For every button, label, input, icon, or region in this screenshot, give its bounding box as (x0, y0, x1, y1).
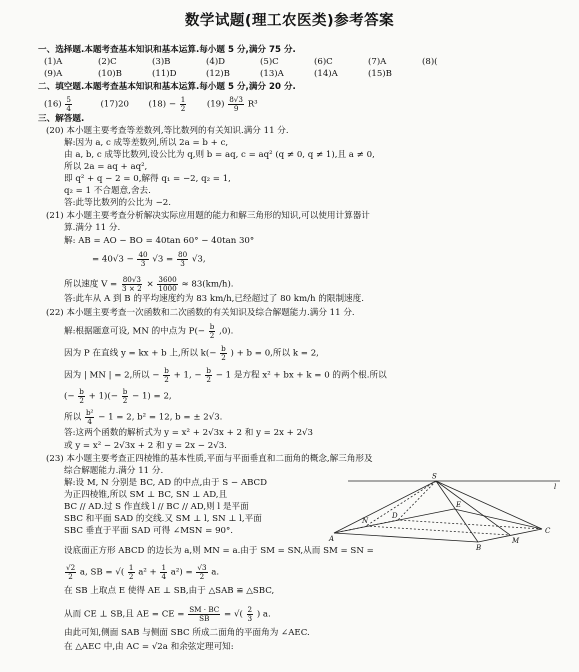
answer-19-fraction: $\frac{8√3}{9}$ (229, 95, 243, 113)
choice-answers-row2 (44, 69, 422, 80)
p20-line7: 答:此等比数列的公比为 −2. (64, 198, 171, 208)
p22-line8: 或 y = x² − 2√3x + 2 和 y = 2x − 2√3. (64, 441, 227, 451)
label-l: l (554, 483, 557, 491)
p20-line2: 解:因为 a, c 成等差数列,所以 2a = b + c, (64, 138, 229, 148)
label-D: D (392, 512, 398, 520)
edge-AB (334, 533, 478, 542)
p22-line2: 解:根据题意可设, MN 的中点为 P(− $\frac{b}{2}$ ,0). (64, 322, 234, 340)
p23-line3: 解:设 M, N 分别是 BC, AD 的中点,由于 S − ABCD (64, 478, 268, 488)
answer-4: (4)D (206, 57, 226, 67)
answer-19-tail: R³ (247, 99, 258, 110)
p22-line4: 因为 | MN | = 2,所以 − $\frac{b}{2}$ + 1, − $\frac{b}{2}$ − 1 是方程 x² + bx + k = 0 的两个根.所以 (64, 366, 387, 384)
section2-heading: 二、填空题.本题考查基本知识和基本运算.每小题 5 分,满分 20 分. (38, 82, 296, 92)
p21-line2: 算.满分 11 分. (64, 223, 121, 233)
section3-heading: 三、解答题. (38, 114, 85, 124)
p20-line4: 所以 2a = aq + aq², (64, 162, 148, 172)
segment-NM (366, 526, 510, 535)
p20-line5: 即 q² + q − 2 = 0,解得 q₁ = −2, q₂ = 1, (64, 174, 231, 184)
answer-12: (12)B (206, 69, 230, 79)
answer-5: (5)C (260, 57, 279, 67)
pyramid-figure (328, 472, 566, 552)
answer-17: (17)20 (100, 99, 130, 110)
answer-16-label: (16) (44, 99, 62, 110)
p23-line2: 综合解题能力.满分 11 分. (64, 466, 164, 476)
p21-line1: (21) 本小题主要考查分析解决实际应用题的能力和解三角形的知识,可以使用计算器计 (46, 211, 370, 221)
p23-line6: SBC 和平面 SAD 的交线.又 SM ⊥ l, SN ⊥ l,平面 (64, 514, 262, 524)
answer-15: (15)B (368, 69, 392, 79)
answer-11: (11)D (152, 69, 177, 79)
edge-SD (398, 481, 436, 520)
answer-8: (8)( (422, 57, 438, 67)
label-C: C (545, 527, 551, 535)
p23-line1: (23) 本小题主要考查正四棱锥的基本性质,平面与平面垂直和二面角的概念,解三角形及 (46, 454, 373, 464)
answer-6: (6)C (314, 57, 333, 67)
answer-1: (1)A (44, 57, 63, 67)
p21-line3: 解: AB = AO − BO = 40tan 60° − 40tan 30° (64, 236, 255, 246)
p23-line4: 为正四棱锥,所以 SM ⊥ BC, SN ⊥ AD,且 (64, 490, 228, 500)
label-E: E (456, 501, 462, 509)
fill-in-answers (44, 96, 258, 112)
answer-2: (2)C (98, 57, 117, 67)
p22-line3: 因为 P 在直线 y = kx + b 上,所以 k(− $\frac{b}{2}$ ) + b = 0,所以 k = 2, (64, 344, 319, 362)
edge-SC (436, 481, 542, 529)
p23-line5: BC // AD.过 S 作直线 l // BC // AD,则 l 是平面 (64, 502, 249, 512)
p23-line13: 在 △AEC 中,由 AC = √2a 和余弦定理可知: (64, 642, 234, 652)
p22-line7: 答:这两个函数的解析式为 y = x² + 2√3x + 2 和 y = 2x + 2√3 (64, 428, 313, 438)
answer-3: (3)B (152, 57, 171, 67)
answer-19-label: (19) (206, 99, 225, 110)
answer-7: (7)A (368, 57, 387, 67)
label-B: B (476, 544, 482, 552)
answer-9: (9)A (44, 69, 63, 79)
p23-line10: 在 SB 上取点 E 使得 AE ⊥ SB,由于 △SAB ≌ △SBC, (64, 586, 275, 596)
segment-SM (436, 481, 510, 535)
p21-line6: 答:此车从 A 到 B 的平均速度约为 83 km/h,已经超过了 80 km/h 的限制速度. (64, 294, 364, 304)
p21-line4: = 40√3 − $\frac{40}{3}$ √3 = $\frac{80}{3}$ √3, (92, 250, 206, 268)
edge-SA (334, 481, 436, 533)
answer-18-label: (18) − (148, 99, 177, 110)
label-M: M (512, 537, 520, 545)
section1-heading: 一、选择题.本题考查基本知识和基本运算.每小题 5 分,满分 75 分. (38, 45, 296, 55)
p21-line5: 所以速度 V = $\frac{80√3}{3 \times 2}$ × $\frac{3600}{1000}$ ≈ 83(km/h). (64, 275, 234, 293)
p20-line3: 由 a, b, c 成等比数列,设公比为 q,则 b = aq, c = aq² (q ≠ 0, q ≠ 1),且 a ≠ 0, (64, 150, 375, 160)
label-S: S (432, 472, 437, 481)
label-A: A (329, 535, 335, 543)
choice-answers-row1 (44, 57, 442, 68)
p23-line8: 设底面正方形 ABCD 的边长为 a,则 MN = a.由于 SM = SN,从而 SM = SN = (64, 546, 374, 556)
p23-line9: $\frac{√2}{2}$ a, SB = √( $\frac{1}{2}$ a² + $\frac{1}{4}$ a²) = $\frac{√3}{2}$ a. (66, 563, 220, 581)
edge-BC (478, 529, 542, 542)
p23-line12: 由此可知,侧面 SAB 与侧面 SBC 所成二面角的平面角为 ∠AEC. (64, 628, 310, 638)
answer-18-fraction: $\frac{1}{2}$ (180, 95, 186, 113)
answer-13: (13)A (260, 69, 284, 79)
answer-14: (14)A (314, 69, 338, 79)
p22-line1: (22) 本小题主要考查一次函数和二次函数的有关知识及综合解题能力.满分 11 分. (46, 308, 355, 318)
page-title: 数学试题(理工农医类)参考答案 (184, 13, 395, 29)
p20-line1: (20) 本小题主要考查等差数列,等比数列的有关知识.满分 11 分. (46, 126, 289, 136)
p23-line11: 从而 CE ⊥ SB,且 AE = CE = $\frac{SM \cdot BC}{SB}$ = √( $\frac{2}{3}$ ) a. (64, 605, 271, 623)
answer-16-fraction: $\frac{5}{4}$ (66, 95, 71, 113)
label-N: N (362, 517, 369, 525)
p22-line6: 所以 $\frac{\text{b²}}{4}$ − 1 = 2, b² = 12, b = ± 2√3. (64, 408, 223, 426)
p22-line5: (− $\frac{b}{2}$ + 1)(− $\frac{b}{2}$ − 1) = 2, (64, 387, 172, 405)
p20-line6: q₂ = 1 不合题意,舍去. (64, 186, 151, 196)
answer-10: (10)B (98, 69, 122, 79)
p23-line7: SBC 垂直于平面 SAD 可得 ∠MSN = 90°. (64, 526, 234, 536)
